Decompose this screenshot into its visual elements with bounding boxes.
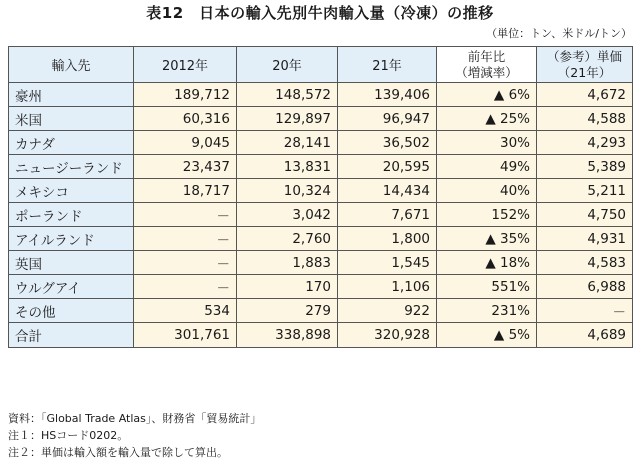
cell-change: 49%	[437, 155, 537, 179]
cell-20: 13,831	[237, 155, 338, 179]
cell-20: 1,883	[237, 251, 338, 275]
total-change: ▲ 5%	[437, 323, 537, 348]
header-origin: 輸入先	[9, 47, 134, 83]
total-20: 338,898	[237, 323, 338, 348]
cell-2012: 23,437	[134, 155, 237, 179]
table-row	[9, 251, 633, 275]
table-row	[9, 275, 633, 299]
total-2012: 301,761	[134, 323, 237, 348]
table-row	[9, 203, 633, 227]
row-name: 米国	[9, 107, 134, 131]
cell-change: ▲ 6%	[437, 83, 537, 107]
header-change-line2: （増減率）	[455, 64, 518, 80]
total-21: 320,928	[338, 323, 437, 348]
cell-21: 1,106	[338, 275, 437, 299]
cell-2012: 189,712	[134, 83, 237, 107]
cell-20: 28,141	[237, 131, 338, 155]
total-row	[9, 323, 633, 348]
table-row	[9, 107, 633, 131]
cell-change: ▲ 18%	[437, 251, 537, 275]
header-price-line2: （21年）	[557, 64, 612, 80]
row-name: アイルランド	[9, 227, 134, 251]
cell-20: 129,897	[237, 107, 338, 131]
header-2012: 2012年	[134, 47, 237, 83]
row-name: その他	[9, 299, 134, 323]
cell-price: 4,293	[537, 131, 633, 155]
row-name: ニュージーランド	[9, 155, 134, 179]
header-price	[537, 47, 633, 83]
cell-change: 551%	[437, 275, 537, 299]
row-name: メキシコ	[9, 179, 134, 203]
cell-change: ▲ 35%	[437, 227, 537, 251]
source-notes	[8, 410, 261, 461]
header-price-line1: （参考）単価	[546, 48, 622, 64]
cell-change: 40%	[437, 179, 537, 203]
source-line: 資料：「Global Trade Atlas」、財務省「貿易統計」	[8, 412, 262, 425]
cell-2012: 534	[134, 299, 237, 323]
cell-20: 148,572	[237, 83, 338, 107]
cell-21: 922	[338, 299, 437, 323]
cell-21: 36,502	[338, 131, 437, 155]
beef-import-table	[8, 46, 633, 348]
cell-price: 6,988	[537, 275, 633, 299]
cell-price: 4,583	[537, 251, 633, 275]
table-title: 表12 日本の輸入先別牛肉輸入量（冷凍）の推移	[146, 4, 494, 22]
table-row	[9, 131, 633, 155]
table-row	[9, 83, 633, 107]
table-row	[9, 179, 633, 203]
cell-2012: 18,717	[134, 179, 237, 203]
cell-change: ▲ 25%	[437, 107, 537, 131]
cell-21: 96,947	[338, 107, 437, 131]
cell-21: 1,545	[338, 251, 437, 275]
cell-price: 5,389	[537, 155, 633, 179]
header-20: 20年	[237, 47, 338, 83]
header-change	[437, 47, 537, 83]
total-name: 合計	[9, 323, 134, 348]
cell-price: 5,211	[537, 179, 633, 203]
unit-note: （単位：トン、米ドル/トン）	[486, 27, 632, 40]
total-price: 4,689	[537, 323, 633, 348]
row-name: 豪州	[9, 83, 134, 107]
cell-2012: －	[134, 275, 237, 299]
cell-price: 4,588	[537, 107, 633, 131]
cell-20: 279	[237, 299, 338, 323]
cell-2012: 60,316	[134, 107, 237, 131]
cell-21: 14,434	[338, 179, 437, 203]
table-row	[9, 227, 633, 251]
header-row	[9, 47, 633, 83]
note-1: 注１：HSコード0202。	[8, 429, 129, 442]
cell-20: 170	[237, 275, 338, 299]
cell-2012: －	[134, 203, 237, 227]
table-row	[9, 155, 633, 179]
table-row	[9, 299, 633, 323]
cell-price: 4,750	[537, 203, 633, 227]
cell-change: 231%	[437, 299, 537, 323]
cell-21: 139,406	[338, 83, 437, 107]
cell-2012: 9,045	[134, 131, 237, 155]
row-name: 英国	[9, 251, 134, 275]
note-2: 注２：単価は輸入額を輸入量で除して算出。	[8, 446, 228, 459]
cell-20: 3,042	[237, 203, 338, 227]
cell-2012: －	[134, 251, 237, 275]
cell-21: 20,595	[338, 155, 437, 179]
cell-change: 30%	[437, 131, 537, 155]
cell-20: 10,324	[237, 179, 338, 203]
cell-price: 4,931	[537, 227, 633, 251]
row-name: ウルグアイ	[9, 275, 134, 299]
cell-21: 7,671	[338, 203, 437, 227]
cell-20: 2,760	[237, 227, 338, 251]
row-name: ポーランド	[9, 203, 134, 227]
row-name: カナダ	[9, 131, 134, 155]
header-21: 21年	[338, 47, 437, 83]
cell-price: －	[537, 299, 633, 323]
header-change-line1: 前年比	[467, 48, 506, 64]
cell-change: 152%	[437, 203, 537, 227]
cell-price: 4,672	[537, 83, 633, 107]
cell-2012: －	[134, 227, 237, 251]
cell-21: 1,800	[338, 227, 437, 251]
